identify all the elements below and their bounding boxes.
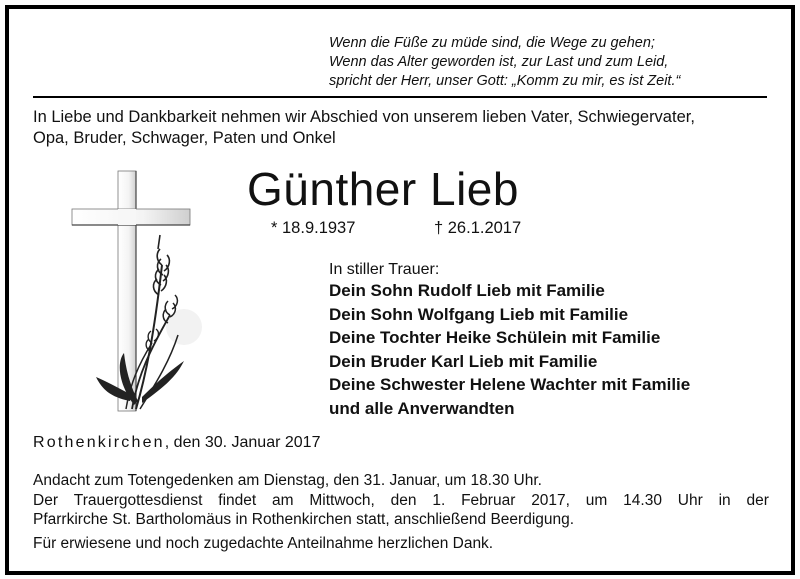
mourner-line: und alle Anverwandten — [329, 398, 515, 418]
notice-word: Februar — [461, 491, 516, 509]
notice-word: Mittwoch, — [309, 491, 375, 509]
notice-word: den — [390, 491, 417, 509]
mourner-line: Dein Bruder Karl Lieb mit Familie — [329, 351, 598, 371]
notice-word: Der — [33, 491, 58, 509]
intro-line: In Liebe und Dankbarkeit nehmen wir Abschied von unserem lieben Vater, Schwiegervater, — [33, 108, 695, 126]
thanks-line: Für erwiesene und noch zugedachte Anteilnahme herzlichen Dank. — [33, 534, 494, 552]
funeral-notice — [33, 471, 769, 553]
intro-line: Opa, Bruder, Schwager, Paten und Onkel — [33, 129, 336, 147]
mourners-list — [329, 279, 690, 420]
poem — [329, 34, 680, 91]
obituary-notice — [5, 5, 795, 575]
notice-word: am — [272, 491, 294, 509]
birth-date: * 18.9.1937 — [271, 219, 356, 237]
mourners-label: In stiller Trauer: — [329, 261, 440, 278]
death-date: † 26.1.2017 — [434, 219, 522, 237]
notice-date: , den 30. Januar 2017 — [164, 434, 321, 451]
mourner-line: Deine Schwester Helene Wachter mit Familie — [329, 375, 691, 394]
notice-line — [33, 491, 769, 511]
poem-line: Wenn die Füße zu müde sind, die Wege zu gehen; — [329, 35, 655, 51]
deceased-name: Günther Lieb — [247, 163, 519, 215]
place-name: Rothenkirchen — [33, 434, 165, 451]
notice-line: Pfarrkirche St. Bartholomäus in Rothenkirchen statt, anschließend Beerdigung. — [33, 511, 575, 528]
notice-word: findet — [218, 491, 257, 509]
notice-word: 1. — [432, 491, 446, 509]
notice-word: 14.30 — [623, 491, 662, 509]
poem-line: spricht der Herr, unser Gott: „Komm zu mir, es ist Zeit.“ — [329, 73, 681, 89]
place-and-date — [33, 434, 320, 452]
poem-line: Wenn das Alter geworden ist, zur Last und zum Leid, — [329, 54, 669, 70]
notice-word: in — [718, 491, 731, 509]
notice-word: 2017, — [531, 491, 570, 509]
mourner-line: Dein Sohn Wolfgang Lieb mit Familie — [329, 304, 629, 324]
notice-word: Uhr — [677, 491, 703, 509]
notice-word: der — [746, 491, 769, 509]
mourner-line: Deine Tochter Heike Schülein mit Familie — [329, 328, 661, 347]
notice-word: um — [585, 491, 608, 509]
notice-word: Trauergottesdienst — [73, 491, 203, 509]
mourner-line: Dein Sohn Rudolf Lieb mit Familie — [329, 281, 605, 300]
intro-text — [33, 107, 695, 149]
notice-line: Andacht zum Totengedenken am Dienstag, den 31. Januar, um 18.30 Uhr. — [33, 472, 542, 489]
divider-line — [33, 96, 767, 98]
cross-with-wheat-icon — [66, 165, 206, 415]
